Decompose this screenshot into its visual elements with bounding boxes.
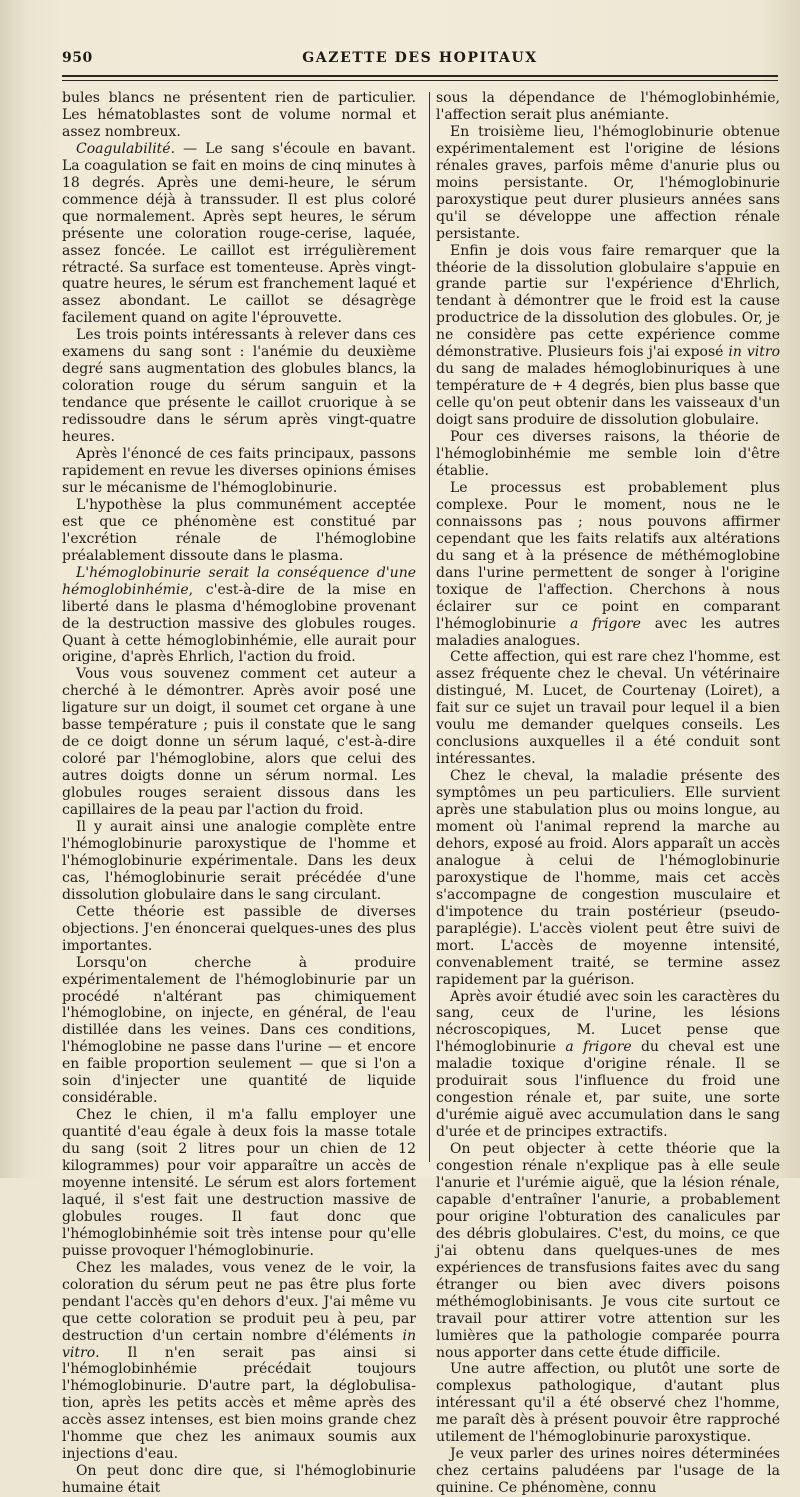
paragraph <box>62 1463 416 1497</box>
paragraph-text: Vous vous souvenez comment cet auteur a cherché à le démontrer. Après avoir posé une ligature sur un doigt, il soumet cet organe à une basse température ; puis il constate que le sang de ce doigt donne un sérum laqué, c'est-à-dire coloré par l'hémoglobine, alors que celui des autres doigts donne un sérum normal. Les globules rouges seraient dissous dans les capillaires de la peau par l'action du froid. <box>62 666 416 819</box>
paragraph <box>62 141 416 327</box>
paragraph-text: Je veux parler des urines noires déterminées chez certains paludéens par l'usage de la quinine. Ce phénomène, connu <box>436 1446 780 1497</box>
paragraph <box>62 327 416 446</box>
paragraph <box>436 768 780 988</box>
paragraph <box>436 989 780 1142</box>
paragraph-text: Il y aurait ainsi une analogie complète entre l'hémoglobinurie paroxystique de l'homme et l'hémoglobinurie expérimentale. Dans les deux cas, l'hémoglobinurie serait précédée d'une dissolution globulaire dans le sang circulant. <box>62 818 416 903</box>
paragraph-text: Chez les malades, vous venez de le voir, la coloration du sérum peut ne pas être plus forte pendant l'accès qu'en dehors d'eux. J'ai même vu que cette coloration se produit peu à peu, par destruction d'un certain nombre d'éléments <box>62 1259 416 1344</box>
paragraph-text-continued: du cheval est une maladie toxique d'origine rénale. Il se produirait sous l'influence du froid une congestion rénale et, par suite, une sorte d'urémie aiguë avec accumulation dans le sang d'urée et de principes extractifs. <box>436 1039 780 1141</box>
italic-phrase: in vitro <box>728 344 781 361</box>
italic-phrase: a frigore <box>565 1039 632 1056</box>
right-column <box>436 90 780 1497</box>
paragraph <box>62 446 416 497</box>
italic-lead: L'hémoglobinurie serait la conséquence d'une hémoglobinhémie <box>62 564 416 598</box>
paragraph-text: Enfin je dois vous faire remarquer que la théorie de la dissolution globulaire s'appuie en grande partie sur l'expérience d'Ehrlich, tendant à démontrer que le froid est la cause productrice de la dissolution des globules. Or, je ne considère pas cette expérience comme démonstrative. Plusieurs fois j'ai exposé <box>436 242 780 361</box>
paragraph-text: Lorsqu'on cherche à produire expérimentalement de l'hémoglobinurie par un procédé n'altérant pas chimiquement l'hémoglobine, on injecte, en général, de l'eau distillée dans les veines. Dans ces conditions, l'hémoglobine ne passe dans l'urine — et encore en faible proportion seulement — que si l'on a soin d'injecter une quantité de liquide considérable. <box>62 954 416 1107</box>
paragraph <box>436 90 780 124</box>
paragraph <box>62 1107 416 1260</box>
paragraph <box>62 955 416 1108</box>
left-column <box>62 90 416 1497</box>
paragraph-text: — Le sang s'écoule en bavant. La coagulation se fait en moins de cinq minutes à 18 degrés. Après une demi-heure, le sérum commence déjà à transsuder. Il est plus coloré que normalement. Après sept heures, le sérum présente une coloration rouge-cerise, laquée, assez foncée. Le caillot est irrégulièrement rétracté. Sa surface est tomenteuse. Après vingt-quatre heures, le sérum est franchement laqué et assez abondant. Le caillot se désagrège facilement quand on agite l'éprouvette. <box>62 140 416 327</box>
header-rule-thick <box>62 75 778 77</box>
paragraph <box>62 819 416 904</box>
paragraph-text: Cette affection, qui est rare chez l'homme, est assez fréquente chez le cheval. Un vétérinaire distingué, M. Lucet, de Courtenay (Loiret), a fait sur ce sujet un travail pour lequel il a bien voulu me demander quelques conseils. Les conclusions auxquelles il a été conduit sont intéressantes. <box>436 649 780 768</box>
paragraph-text: L'hypothèse la plus communément acceptée est que ce phénomène est constitué par l'excrétion rénale de l'hémoglobine préalablement dissoute dans le plasma. <box>62 496 416 564</box>
paragraph-text: Pour ces diverses raisons, la théorie de l'hémoglobinhémie me semble loin d'être établie. <box>436 429 780 479</box>
paragraph-text-continued: . Il n'en serait pas ainsi si l'hémoglobinhémie précédait toujours l'hémoglobinurie. D'autre part, la déglobulisation, après les petits accès et même après des accès assez intenses, est bien moins grande chez l'homme que chez les animaux soumis aux injections d'eau. <box>62 1344 416 1463</box>
page-header <box>62 48 778 70</box>
paragraph-text: sous la dépendance de l'hémoglobinhémie, l'affection serait plus anémiante. <box>436 90 780 123</box>
paragraph-text: Une autre affection, ou plutôt une sorte de complexus pathologique, d'autant plus intéressant qu'il a été observé chez l'homme, me paraît dès à présent pouvoir être rapproché utilement de l'hémoglobinurie paroxystique. <box>436 1361 780 1446</box>
paragraph-text: En troisième lieu, l'hémoglobinurie obtenue expérimentalement est l'origine de lésions rénales graves, parfois même d'anurie plus ou moins persistante. Or, l'hémoglobinurie paroxystique peut durer plusieurs années sans qu'il se développe une affection rénale persistante. <box>436 123 780 242</box>
paragraph <box>436 1361 780 1446</box>
paragraph-text: Après avoir étudié avec soin les caractères du sang, ceux de l'urine, les lésions nécroscopiques, M. Lucet pense que l'hémoglobinurie <box>436 988 780 1056</box>
paragraph <box>62 565 416 667</box>
italic-phrase: a frigore <box>570 615 641 632</box>
paragraph-text: Chez le cheval, la maladie présente des symptômes un peu particuliers. Elle survient après une stabulation plus ou moins longue, au moment où l'animal reprend la marche au dehors, exposé au froid. Alors apparaît un accès analogue à celui de l'hémoglobinurie paroxystique de l'homme, mais cet accès s'accompagne de congestion musculaire et d'impotence du train postérieur (pseudo-paraplégie). L'accès violent peut être suivi de mort. L'accès de moyenne intensité, convenablement traité, se termine assez rapidement par la guérison. <box>436 768 780 988</box>
paragraph-text: Cette théorie est passible de diverses objections. J'en énoncerai quelques-unes des plus importantes. <box>62 903 416 954</box>
paragraph-text: Après l'énoncé de ces faits principaux, passons rapidement en revue les diverses opinions émises sur le mécanisme de l'hémoglobinurie. <box>62 446 416 496</box>
paragraph-text: Le processus est probablement plus complexe. Pour le moment, nous ne le connaissons pas ; nous pouvons affirmer cependant que les faits relatifs aux altérations du sang et à la présence de méthémoglobine dans l'urine permettent de songer à l'origine toxique de l'affection. Cherchons à nous éclairer sur ce point en comparant l'hémoglobinurie <box>436 479 780 632</box>
paragraph <box>436 649 780 768</box>
paragraph <box>62 1260 416 1463</box>
paragraph <box>436 243 780 429</box>
journal-title: GAZETTE DES HOPITAUX <box>302 50 538 66</box>
paragraph <box>62 497 416 565</box>
paragraph <box>436 1446 780 1497</box>
paragraph <box>62 666 416 819</box>
paragraph-text: Les trois points intéressants à relever dans ces examens du sang sont : l'anémie du deuxième degré sans augmentation des globules blancs, la coloration rouge du sérum sanguin et la tendance que présente le caillot cruorique à se redissoudre dans le sérum après vingt-quatre heures. <box>62 327 416 446</box>
paragraph <box>436 124 780 243</box>
paragraph <box>436 480 780 650</box>
paragraph <box>62 90 416 141</box>
paragraph-text: On peut objecter à cette théorie que la congestion rénale n'explique pas à elle seule l'anurie et l'urémie aiguë, que la lésion rénale, capable d'entraîner l'anurie, a probablement pour origine l'obturation des canalicules par des débris globulaires. C'est, du moins, ce que j'ai obtenu dans quelques-unes de mes expériences de transfusions faites avec du sang étranger ou bien avec divers poisons méthémoglobinisants. Je vous cite surtout ce travail pour attirer votre attention sur les lumières que la pathologie comparée pourra nous apporter dans cette étude difficile. <box>436 1141 780 1361</box>
italic-phrase: in vitro <box>62 1327 416 1361</box>
paragraph-text-continued: du sang de malades hémoglobinuriques à une température de + 4 degrés, bien plus basse que celle qu'on peut obtenir dans les vaisseaux d'un doigt sans produire de dissolution globulaire. <box>436 361 780 429</box>
italic-lead: Coagulabilité. <box>76 140 176 157</box>
header-rule-thin <box>62 80 778 81</box>
paragraph <box>436 1141 780 1361</box>
paragraph-text-continued: avec les autres maladies analogues. <box>436 615 780 649</box>
paragraph <box>436 429 780 480</box>
paragraph-text: On peut donc dire que, si l'hémoglobinurie humaine était <box>62 1463 416 1497</box>
paragraph-text: Chez le chien, il m'a fallu employer une quantité d'eau égale à deux fois la masse totale du sang (soit 2 litres pour un chien de 12 kilogrammes) pour voir apparaître un accès de moyenne intensité. Le sérum est alors fortement laqué, il s'est fait une destruction massive de globules rouges. Il faut donc que l'hémoglobinhémie soit très intense pour qu'elle puisse provoquer l'hémoglobinurie. <box>62 1107 416 1259</box>
column-divider <box>429 92 430 1162</box>
paragraph-text: , c'est-à-dire de la mise en liberté dans le plasma d'hémoglobine provenant de la destruction massive des globules rouges. Quant à cette hémoglobinhémie, elle aurait pour origine, d'après Ehrlich, l'action du froid. <box>62 581 416 666</box>
page-number: 950 <box>62 50 93 66</box>
paragraph-text: bules blancs ne présentent rien de particulier. Les hématoblastes sont de volume normal et assez nombreux. <box>62 90 416 140</box>
paragraph <box>62 904 416 955</box>
